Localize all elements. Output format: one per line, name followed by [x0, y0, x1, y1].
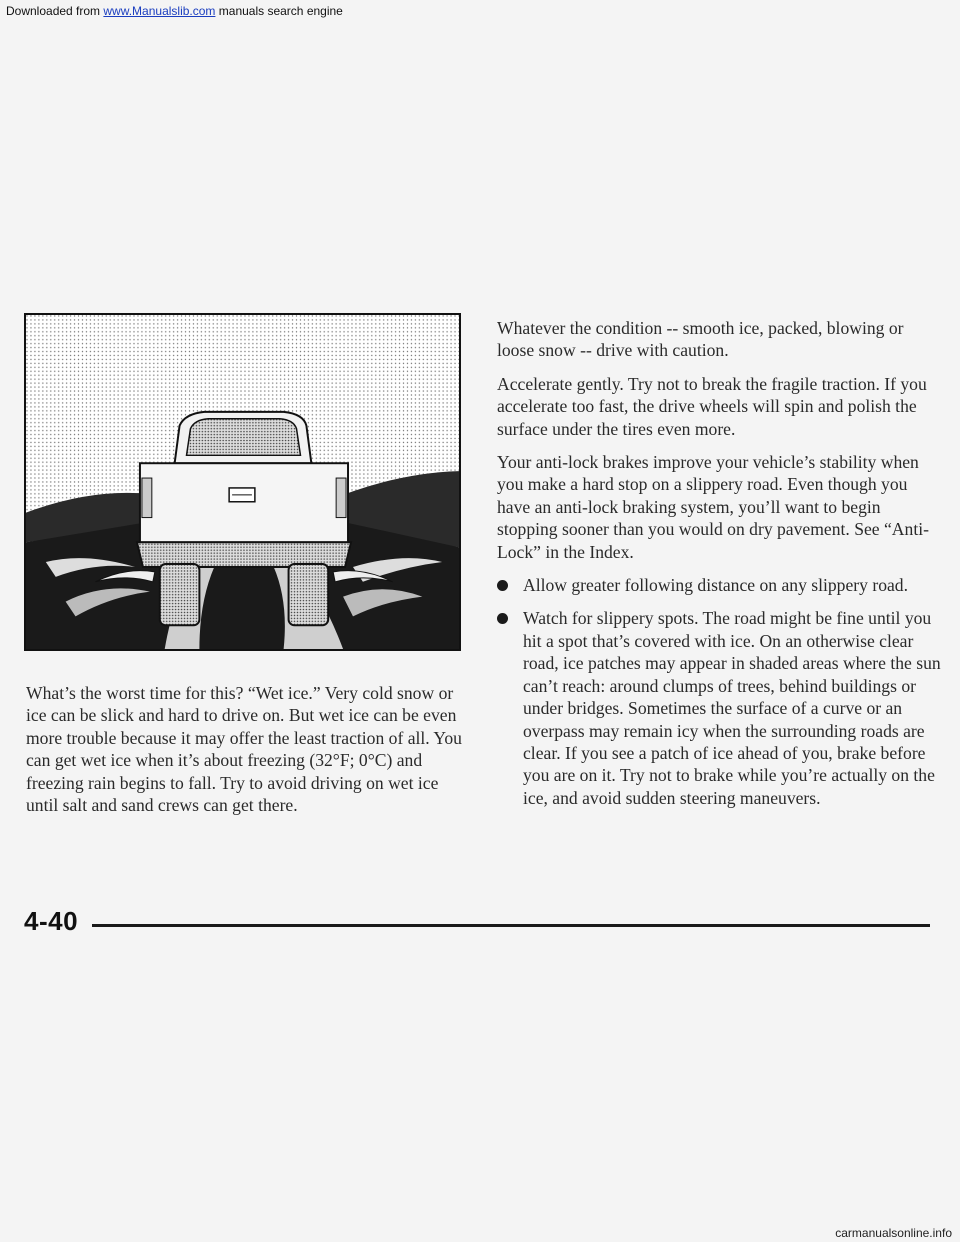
- right-column: [497, 317, 942, 820]
- wet-ice-paragraph: What’s the worst time for this? “Wet ice.” Very cold snow or ice can be slick and hard to drive on. But wet ice can be even more trouble because it may offer the least traction of all. You can get wet ice when it’s about freezing (32°F; 0°C) and freezing rain begins to fall. Try to avoid driving on wet ice until salt and sand crews can get there.: [26, 683, 462, 816]
- bottom-watermark: carmanualsonline.info: [835, 1226, 952, 1240]
- condition-paragraph: Whatever the condition -- smooth ice, packed, blowing or loose snow -- drive with caution.: [497, 318, 904, 361]
- truck-on-ice-illustration: [24, 313, 461, 651]
- download-watermark: [6, 4, 343, 18]
- bullet-icon: [497, 613, 508, 624]
- bullet-icon: [497, 580, 508, 591]
- watermark-suffix: manuals search engine: [215, 4, 343, 18]
- watermark-prefix: Downloaded from: [6, 4, 104, 18]
- page-number: 4-40: [24, 906, 79, 936]
- footer-divider: [92, 924, 930, 927]
- anti-lock-paragraph: Your anti-lock brakes improve your vehicle’s stability when you make a hard stop on a slippery road. Even though you have an anti-lock braking system, you’ll want to begin stopping sooner than you would on dry pavement. See “Anti-Lock” in the Index.: [497, 452, 929, 562]
- bullet-text: Allow greater following distance on any slippery road.: [523, 575, 909, 596]
- bullet-text: Watch for slippery spots. The road might be fine until you hit a spot that’s covered with ice. On an otherwise clear road, ice patches may appear in shaded areas where the sun can’t reach: around clumps of trees, behind buildings or under bridges. Sometimes the surface of a curve or an overpass may remain icy when the surrounding roads are clear. If you see a patch of ice ahead of you, brake before you are on it. Try not to brake while you’re actually on the ice, and avoid sudden steering maneuvers.: [523, 608, 941, 808]
- bullet-slippery-spots: [497, 607, 942, 809]
- truck-rear-icon: [26, 315, 459, 649]
- bullet-following-distance: [497, 574, 942, 596]
- manualslib-link[interactable]: www.Manualslib.com: [103, 4, 216, 18]
- accelerate-paragraph: Accelerate gently. Try not to break the fragile traction. If you accelerate too fast, the drive wheels will spin and polish the surface under the tires even more.: [497, 373, 927, 439]
